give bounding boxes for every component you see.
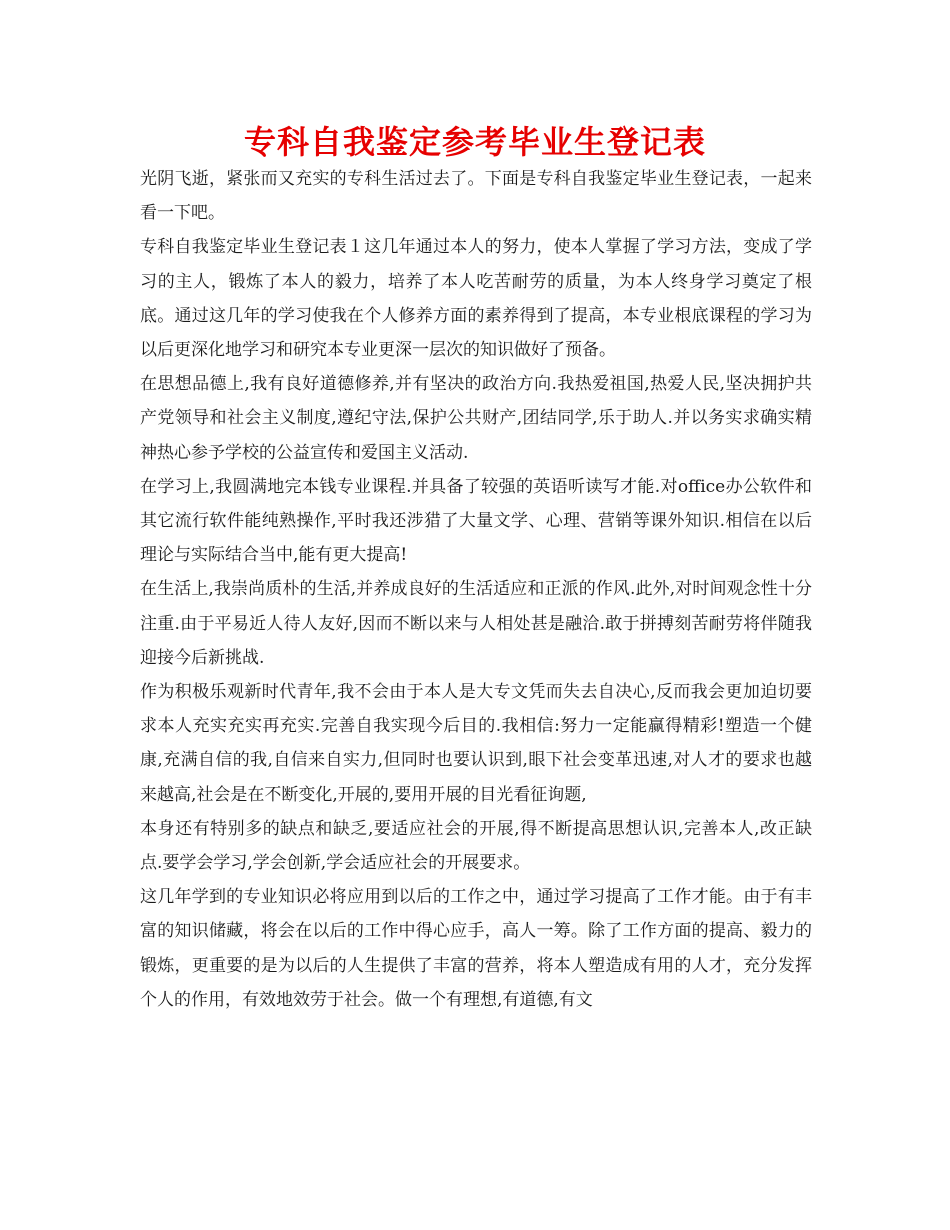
paragraph-future-work: 这几年学到的专业知识必将应用到以后的工作之中，通过学习提高了工作才能。由于有丰富的知识储藏，将会在以后的工作中得心应手，高人一筹。除了工作方面的提高、毅力的锻炼，更重要的是为以后的人生提供了丰富的营养，将本人塑造成有用的人才，充分发挥个人的作用，有效地效劳于社会。做一个有理想,有道德,有文	[140, 887, 812, 1010]
paragraph-moral-character: 在思想品德上,我有良好道德修养,并有坚决的政治方向.我热爱祖国,热爱人民,坚决拥护共产党领导和社会主义制度,遵纪守法,保护公共财产,团结同学,乐于助人.并以务实求确实精神热心参予学校的公益宣传和爱国主义活动.	[140, 374, 812, 463]
paragraph-academics: 在学习上,我圆满地完本钱专业课程.并具备了较强的英语听读写才能.对office办公软件和其它流行软件能纯熟操作,平时我还涉猎了大量文学、心理、营销等课外知识.相信在以后理论与实际结合当中,能有更大提高!	[140, 476, 812, 566]
paragraph-intro: 光阴飞逝，紧张而又充实的专科生活过去了。下面是专科自我鉴定毕业生登记表，一起来看一下吧。	[140, 169, 812, 224]
paragraph-ambition: 作为积极乐观新时代青年,我不会由于本人是大专文凭而失去自决心,反而我会更加迫切要求本人充实充实再充实.完善自我实现今后目的.我相信:努力一定能赢得精彩!塑造一个健康,充满自信的我,自信来自实力,但同时也要认识到,眼下社会变革迅速,对人才的要求也越来越高,社会是在不断变化,开展的,要用开展的目光看征询题,	[140, 682, 812, 805]
document-title: 专科自我鉴定参考毕业生登记表	[243, 123, 706, 161]
document-body	[140, 162, 812, 1017]
paragraph-life: 在生活上,我崇尚质朴的生活,并养成良好的生活适应和正派的作风.此外,对时间观念性十分注重.由于平易近人待人友好,因而不断以来与人相处甚是融洽.敢于拼搏刻苦耐劳将伴随我迎接今后新挑战.	[140, 579, 812, 668]
paragraph-shortcomings: 本身还有特别多的缺点和缺乏,要适应社会的开展,得不断提高思想认识,完善本人,改正缺点.要学会学习,学会创新,学会适应社会的开展要求。	[140, 818, 812, 874]
paragraph-study-summary: 专科自我鉴定毕业生登记表１这几年通过本人的努力，使本人掌握了学习方法，变成了学习的主人，锻炼了本人的毅力，培养了本人吃苦耐劳的质量，为本人终身学习奠定了根底。通过这几年的学习使我在个人修养方面的素养得到了提高，本专业根底课程的学习为以后更深化地学习和研究本专业更深一层次的知识做好了预备。	[140, 237, 812, 361]
